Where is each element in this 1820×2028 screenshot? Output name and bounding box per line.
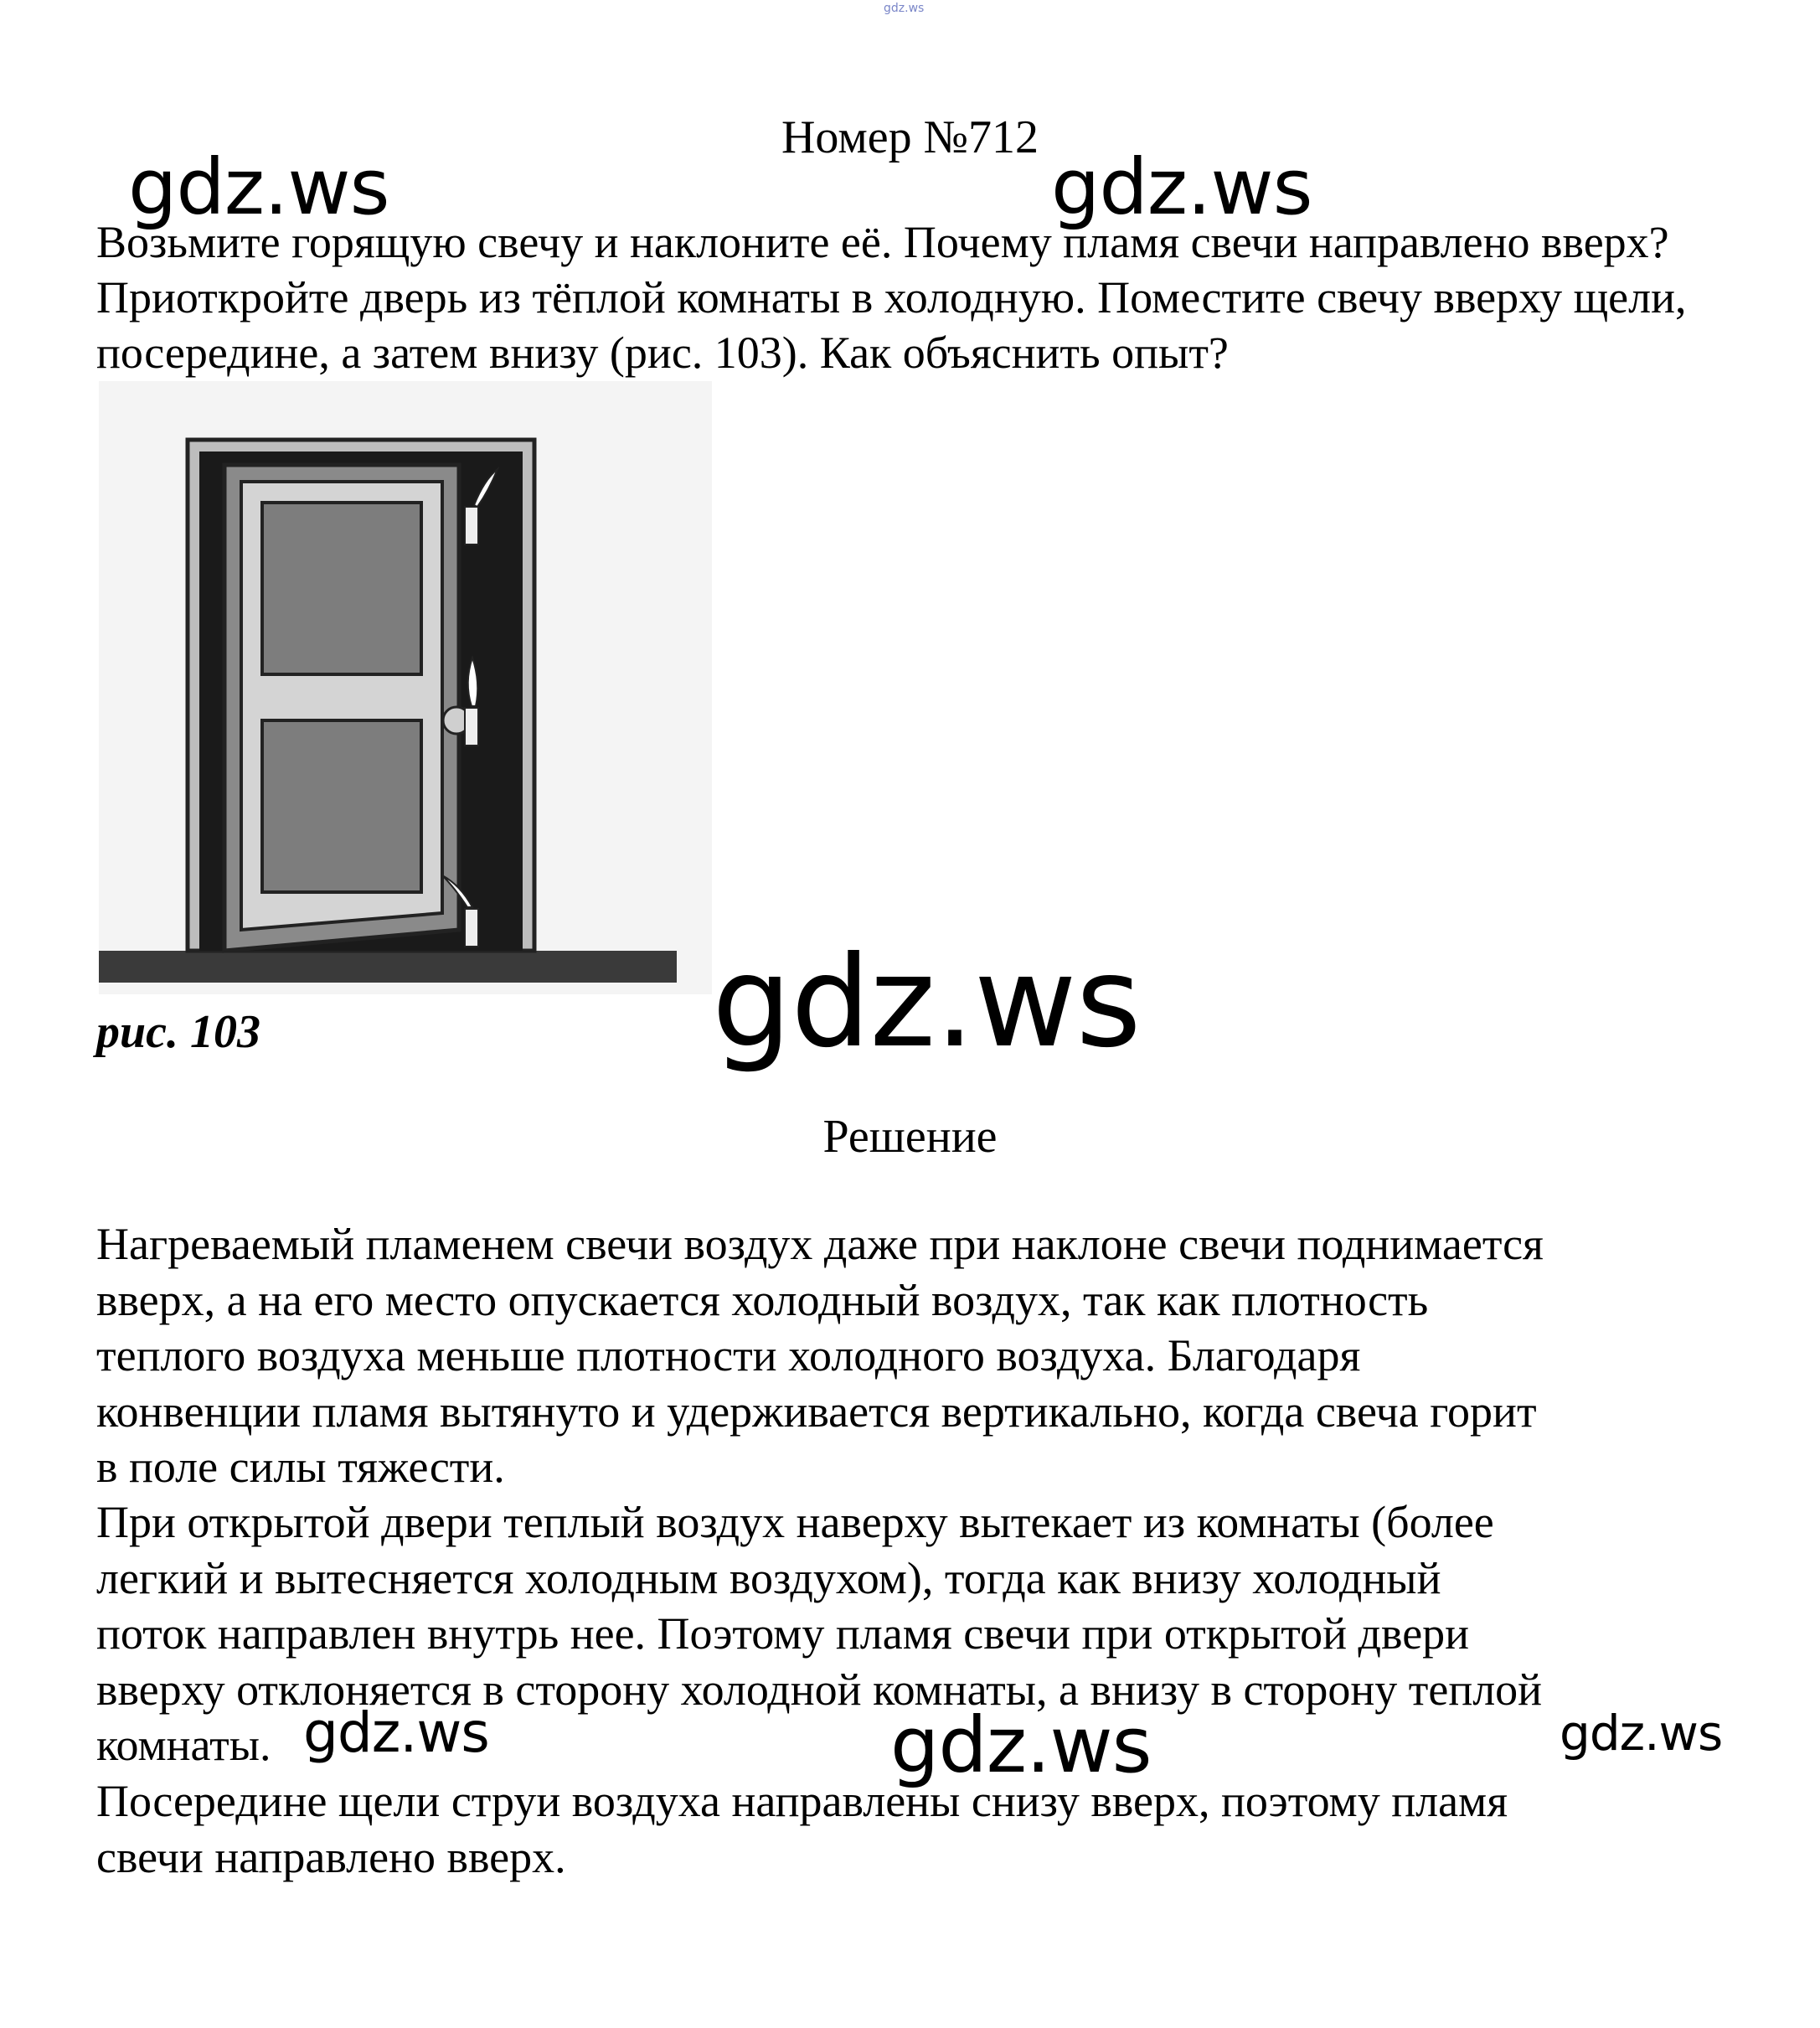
watermark: gdz.ws bbox=[1051, 142, 1312, 232]
watermark: gdz.ws bbox=[712, 930, 1141, 1076]
watermark: gdz.ws bbox=[128, 142, 389, 232]
candle-middle bbox=[465, 708, 478, 746]
watermark: gdz.ws bbox=[1560, 1705, 1723, 1762]
solution-paragraph-2: При открытой двери теплый воздух наверху вытекает из комнаты (более легкий и вытесняется холодным воздухом), тогда как внизу холодный поток направлен внутрь нее. Поэтому пламя свечи при открытой двери вверху отклоняется в сторону холодной комнаты, а внизу в сторону теплой комнаты. bbox=[96, 1497, 1543, 1770]
watermark: gdz.ws bbox=[890, 1700, 1152, 1790]
candle-bottom bbox=[465, 909, 478, 947]
problem-question: Возьмите горящую свечу и наклоните её. Почему пламя свечи направлено вверх? Приоткройте дверь из тёплой комнаты в холодную. Поместите свечу вверху щели, посередине, а затем внизу (рис. 103). Как объяснить опыт? bbox=[96, 217, 1687, 378]
door-candle-figure bbox=[99, 381, 712, 994]
solution-paragraph-3: Посередине щели струи воздуха направлены снизу вверх, поэтому пламя свечи направлено вверх. bbox=[96, 1776, 1508, 1882]
watermark: gdz.ws bbox=[303, 1700, 489, 1765]
candle-top bbox=[465, 507, 478, 544]
figure-caption: рис. 103 bbox=[96, 1006, 260, 1058]
lower-panel bbox=[262, 720, 421, 892]
top-watermark: gdz.ws bbox=[884, 2, 925, 15]
problem-title: Номер №712 bbox=[781, 111, 1039, 163]
floor bbox=[99, 951, 677, 983]
upper-panel bbox=[262, 503, 421, 674]
solution-heading: Решение bbox=[822, 1111, 998, 1163]
solution-paragraph-1: Нагреваемый пламенем свечи воздух даже при наклоне свечи поднимается вверх, а на его место опускается холодный воздух, так как плотность теплого воздуха меньше плотности холодного воздуха. Благодаря конвенции пламя вытянуто и удерживается вертикально, когда свеча горит в поле силы тяжести. bbox=[96, 1219, 1544, 1492]
